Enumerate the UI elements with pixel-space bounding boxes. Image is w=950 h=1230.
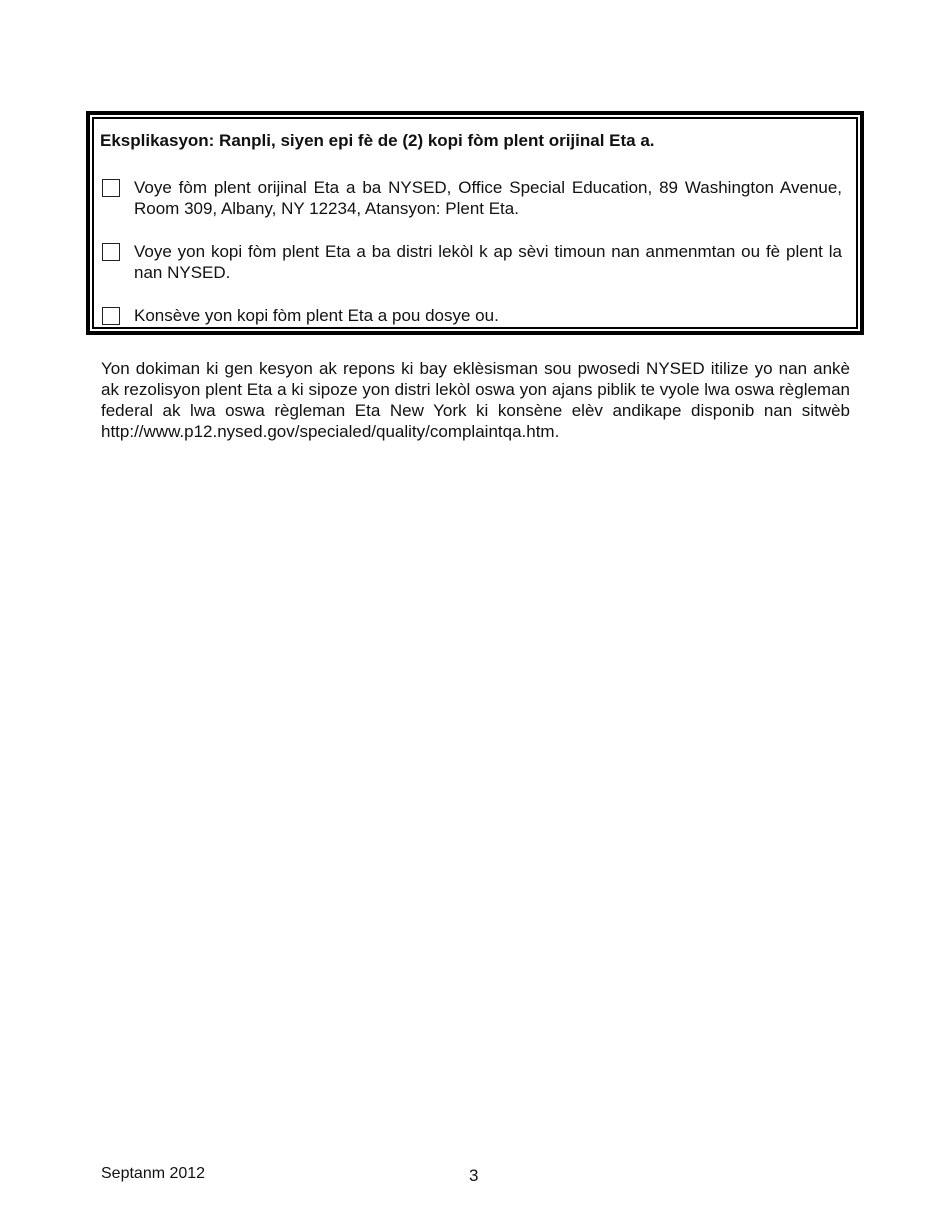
checklist-item-label: Konsève yon kopi fòm plent Eta a pou dosye ou.: [134, 306, 499, 325]
checklist-item-send-original: [100, 177, 842, 219]
instruction-box-inner: [92, 117, 858, 329]
checklist-item-label: Voye fòm plent orijinal Eta a ba NYSED, Office Special Education, 89 Washington Avenue, Room 309, Albany, NY 12234, Atansyon: Plent Eta.: [134, 178, 842, 218]
checklist-item-send-copy-district: [100, 241, 842, 283]
qa-document-paragraph: Yon dokiman ki gen kesyon ak repons ki bay eklèsisman sou pwosedi NYSED itilize yo nan ankè ak rezolisyon plent Eta a ki sipoze yon distri lekòl oswa yon ajans piblik te vyole lwa oswa règleman federal ak lwa oswa règleman Eta New York ki konsène elèv andikape disponib nan sitwèb http://www.p12.nysed.gov/specialed/quality/complaintqa.htm.: [101, 359, 850, 441]
checkbox-send-original[interactable]: [102, 179, 120, 197]
checkbox-keep-copy[interactable]: [102, 307, 120, 325]
page-number: 3: [469, 1166, 479, 1185]
instruction-title: Eksplikasyon: Ranpli, siyen epi fè de (2) kopi fòm plent orijinal Eta a.: [100, 131, 655, 150]
footer-date: Septanm 2012: [101, 1165, 206, 1182]
instruction-box: [86, 111, 864, 335]
checklist-item-keep-copy: [100, 305, 842, 326]
checklist-item-label: Voye yon kopi fòm plent Eta a ba distri lekòl k ap sèvi timoun nan anmenmtan ou fè plent la nan NYSED.: [134, 242, 842, 282]
checkbox-send-copy-district[interactable]: [102, 243, 120, 261]
